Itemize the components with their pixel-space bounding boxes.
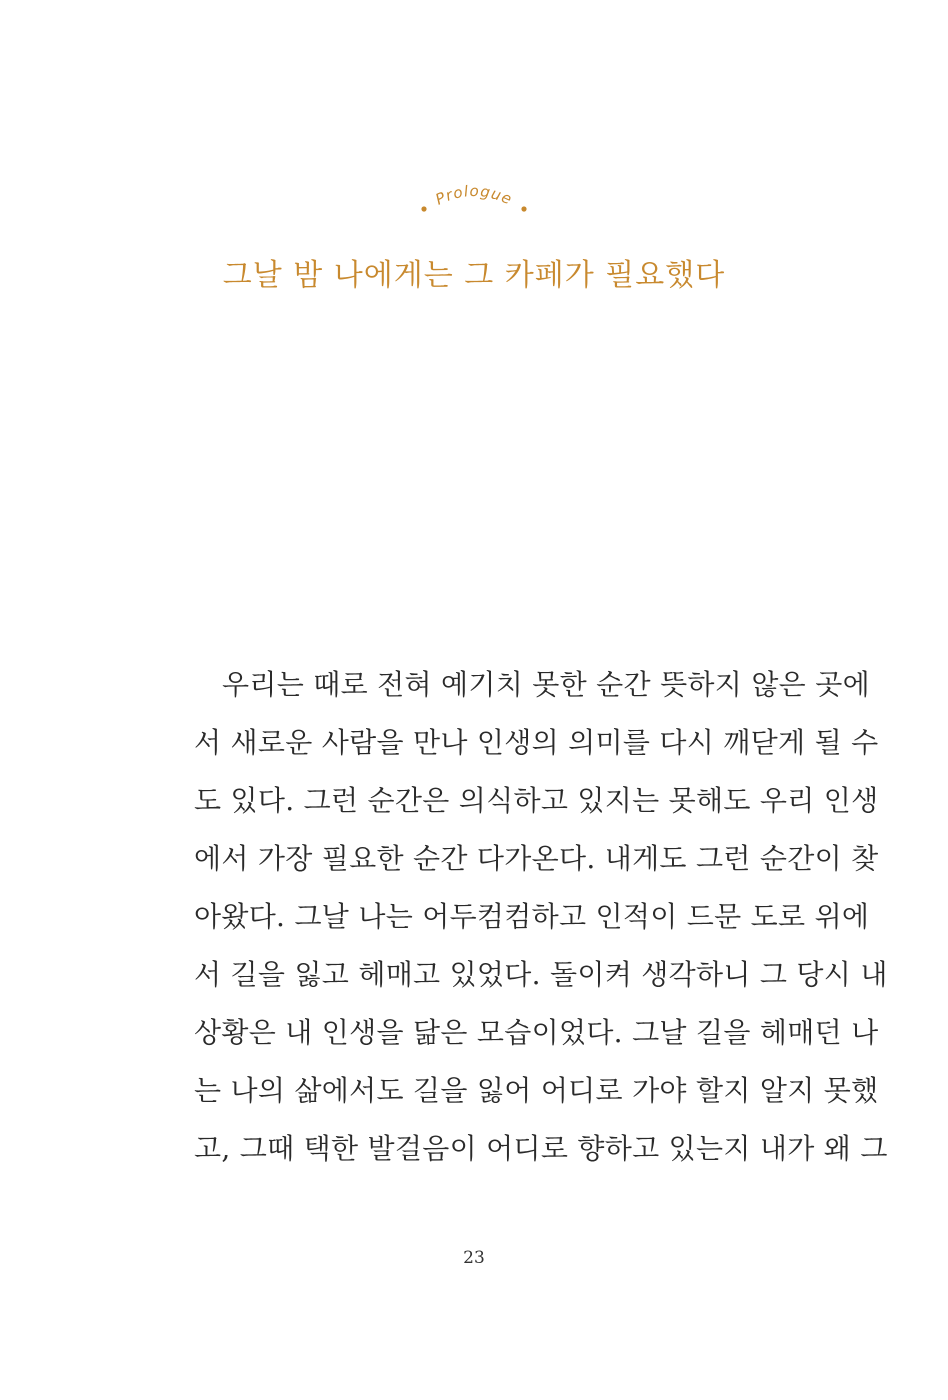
- prologue-arc-label: [414, 180, 534, 220]
- dot-left-icon: [421, 206, 426, 211]
- text-line: 에서 가장 필요한 순간 다가온다. 내게도 그런 순간이 찾: [194, 842, 879, 875]
- page-number: 23: [463, 1248, 485, 1268]
- svg-text:Prologue: [433, 182, 516, 209]
- text-line: 서 새로운 사람을 만나 인생의 의미를 다시 깨닫게 될 수: [194, 726, 879, 759]
- chapter-title: 그날 밤 나에게는 그 카페가 필요했다: [222, 258, 726, 293]
- text-line: 우리는 때로 전혀 예기치 못한 순간 뜻하지 않은 곳에: [222, 668, 870, 701]
- text-line: 는 나의 삶에서도 길을 잃어 어디로 가야 할지 알지 못했: [194, 1074, 879, 1107]
- body-paragraph: [194, 656, 888, 1178]
- text-line: 서 길을 잃고 헤매고 있었다. 돌이켜 생각하니 그 당시 내: [194, 958, 888, 991]
- text-line: 아왔다. 그날 나는 어두컴컴하고 인적이 드문 도로 위에: [194, 900, 870, 933]
- text-line: 상황은 내 인생을 닮은 모습이었다. 그날 길을 헤매던 나: [194, 1016, 879, 1049]
- prologue-label: [0, 180, 948, 220]
- prologue-text: Prologue: [432, 181, 516, 209]
- text-line: 도 있다. 그런 순간은 의식하고 있지는 못해도 우리 인생: [194, 784, 879, 817]
- dot-right-icon: [521, 206, 526, 211]
- text-line: 고, 그때 택한 발걸음이 어디로 향하고 있는지 내가 왜 그: [194, 1132, 888, 1165]
